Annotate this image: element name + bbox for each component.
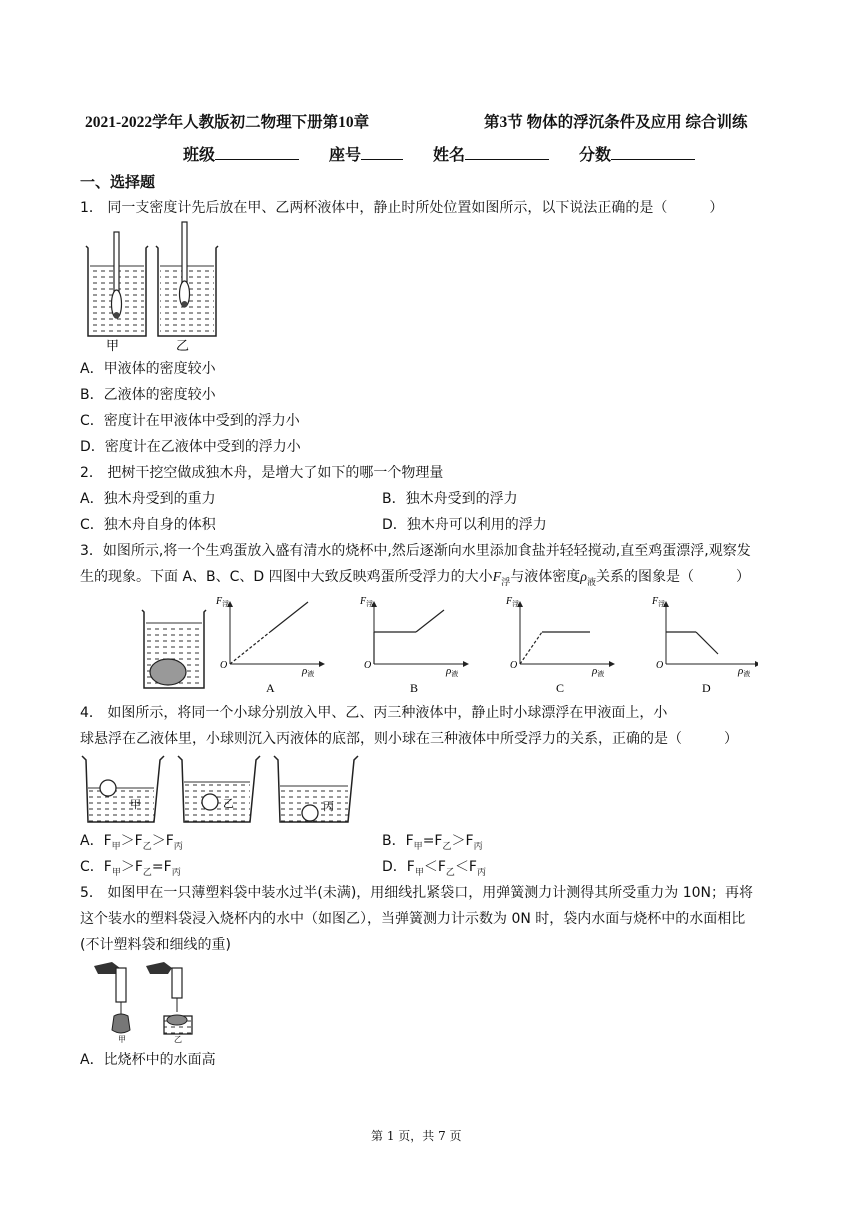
page-footer: 第 1 页，共 7 页 (371, 1129, 462, 1143)
seat-label: 座号 (329, 147, 362, 164)
name-blank[interactable] (465, 144, 549, 160)
spring-scale-yi (146, 962, 192, 1044)
label-jia: 甲 (106, 338, 120, 352)
q2-stem: 2． 把树干挖空做成独木舟，是增大了如下的哪一个物理量 (80, 465, 444, 481)
graph-a (215, 596, 322, 695)
q5-line2: 这个装水的塑料袋浸入烧杯内的水中（如图乙），当弹簧测力计示数为 0N 时，袋内水面与烧杯中的水面相比 (80, 911, 746, 927)
y-axis-label: $F_浮$ (506, 596, 520, 608)
seat-blank[interactable] (361, 144, 403, 160)
class-label: 班级 (183, 147, 216, 164)
beaker-yi-q4 (178, 756, 260, 822)
q2-option-c[interactable]: C．独木舟自身的体积 (80, 517, 216, 533)
q3-figure (138, 596, 758, 696)
beaker-bing-q4 (274, 756, 358, 822)
y-axis-label: $F_浮$ (360, 596, 374, 608)
beaker-jia (86, 232, 148, 336)
origin-label: O (510, 660, 518, 671)
graph-caption: D (702, 681, 711, 695)
q4-label-bing: 丙 (323, 801, 334, 813)
q3-rho-sub: 液 (586, 577, 596, 588)
graph-caption: C (556, 681, 565, 695)
class-blank[interactable] (215, 144, 299, 160)
q1-hydrometer-figure (84, 220, 234, 352)
curve-segment (520, 632, 542, 664)
score-blank[interactable] (611, 144, 695, 160)
origin-label: O (656, 660, 664, 671)
y-axis-label: $F_浮$ (652, 596, 666, 608)
q3-rho: ρ (580, 570, 587, 585)
graph-d (651, 596, 758, 695)
curve-segment (270, 602, 308, 632)
x-axis-label: ρ液 (592, 665, 605, 678)
q3-f: F (492, 570, 502, 585)
label-yi: 乙 (176, 338, 190, 352)
q5-label-yi: 乙 (174, 1035, 182, 1044)
q3-line1: 3．如图所示,将一个生鸡蛋放入盛有清水的烧杯中,然后逐渐向水里添加食盐并轻轻搅动,直至鸡蛋漂浮,观察发 (80, 543, 751, 559)
q3-line2-b: 与液体密度 (510, 569, 581, 585)
beaker-yi (156, 222, 218, 336)
q5-figure (90, 958, 200, 1044)
q5-option-a[interactable]: A．比烧杯中的水面高 (80, 1052, 216, 1068)
q4-label-yi: 乙 (223, 798, 234, 810)
origin-label: O (364, 660, 372, 671)
curve-segment (416, 610, 444, 632)
q1-option-d[interactable]: D．密度计在乙液体中受到的浮力小 (80, 439, 301, 455)
score-label: 分数 (579, 147, 612, 164)
x-axis-label: ρ液 (302, 665, 315, 678)
beaker-jia-q4 (82, 756, 164, 822)
worksheet-title-right: 第3节 物体的浮沉条件及应用 综合训练 (484, 114, 748, 131)
egg-beaker (142, 610, 206, 688)
graph-c (505, 596, 612, 695)
q1-option-c[interactable]: C．密度计在甲液体中受到的浮力小 (80, 413, 300, 429)
section-title: 一、选择题 (80, 173, 156, 191)
graph-caption: A (266, 681, 275, 695)
q1-option-a[interactable]: A．甲液体的密度较小 (80, 361, 216, 377)
q4-option-d[interactable]: D．$F_甲<F_乙<F_丙$ (382, 859, 487, 878)
graph-b (359, 596, 466, 695)
origin-label: O (220, 660, 228, 671)
q4-figure (80, 752, 370, 828)
x-axis-label: ρ液 (446, 665, 459, 678)
egg (150, 659, 186, 685)
name-label: 姓名 (433, 147, 466, 164)
curve-segment (696, 632, 718, 654)
q1-option-b[interactable]: B．乙液体的密度较小 (80, 387, 216, 403)
q4-option-a[interactable]: A．$F_甲>F_乙>F_丙$ (80, 833, 183, 852)
q5-line3: (不计塑料袋和细线的重) (80, 937, 231, 953)
q2-option-d[interactable]: D．独木舟可以利用的浮力 (382, 517, 547, 533)
q1-stem: 1． 同一支密度计先后放在甲、乙两杯液体中，静止时所处位置如图所示，以下说法正确的是（ ） (80, 200, 724, 216)
q3-line2-c: 关系的图象是（ ） (595, 569, 750, 585)
x-axis-label: ρ液 (738, 665, 751, 678)
q4-line1: 4． 如图所示，将同一个小球分别放入甲、乙、丙三种液体中，静止时小球漂浮在甲液面上，小 (80, 705, 668, 721)
y-axis-label: $F_浮$ (216, 596, 230, 608)
q2-option-b[interactable]: B．独木舟受到的浮力 (382, 491, 518, 507)
graph-caption: B (410, 681, 419, 695)
q4-option-c[interactable]: C．$F_甲>F_乙=F_丙$ (80, 859, 181, 878)
q3-f-sub: 浮 (501, 577, 511, 588)
spring-scale-jia (94, 962, 130, 1044)
q2-option-a[interactable]: A．独木舟受到的重力 (80, 491, 216, 507)
q4-label-jia: 甲 (130, 799, 141, 811)
q4-line2: 球悬浮在乙液体里，小球则沉入丙液体的底部，则小球在三种液体中所受浮力的关系，正确的是（ ） (80, 731, 738, 747)
worksheet-title-left: 2021-2022学年人教版初二物理下册第10章 (85, 114, 370, 131)
q3-line2-a: 生的现象。下面 A、B、C、D 四图中大致反映鸡蛋所受浮力的大小 (80, 569, 493, 585)
q5-line1: 5． 如图甲在一只薄塑料袋中装水过半(未满)，用细线扎紧袋口，用弹簧测力计测得其所受重力为 10N；再将 (80, 885, 754, 901)
q3-line2 (80, 567, 750, 593)
q4-option-b[interactable]: B．$F_甲=F_乙>F_丙$ (382, 833, 483, 852)
curve-segment (230, 632, 270, 664)
q5-label-jia: 甲 (118, 1035, 126, 1044)
info-fields (183, 142, 695, 165)
